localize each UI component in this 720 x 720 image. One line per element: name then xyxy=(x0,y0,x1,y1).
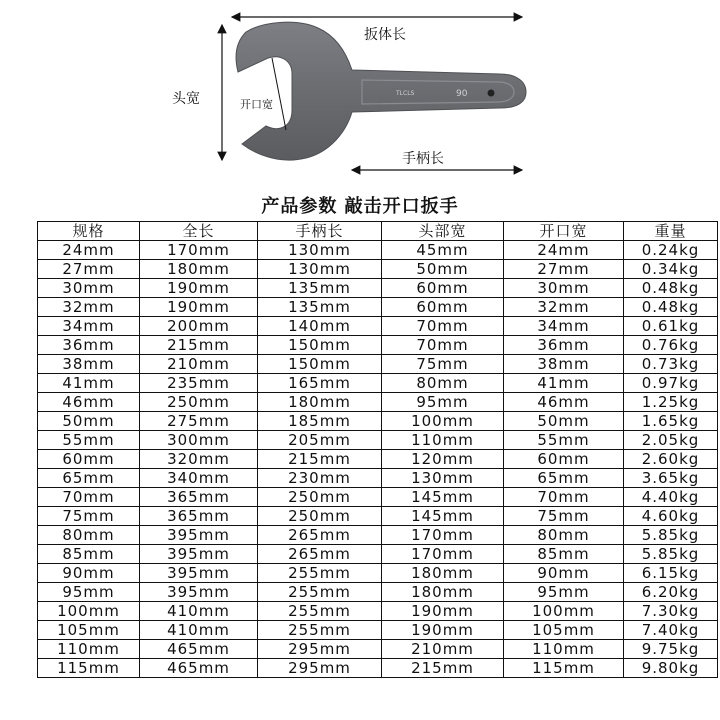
cell-total-length: 300mm xyxy=(140,431,258,450)
table-row xyxy=(38,583,718,602)
label-total-length: 扳体长 xyxy=(364,27,406,43)
opening-width-arrow xyxy=(272,58,286,130)
cell-opening-width: 36mm xyxy=(504,336,624,355)
cell-head-width: 110mm xyxy=(382,431,504,450)
cell-head-width: 95mm xyxy=(382,393,504,412)
cell-handle-length: 185mm xyxy=(258,412,382,431)
cell-handle-length: 150mm xyxy=(258,336,382,355)
wrench-illustration xyxy=(0,0,720,182)
cell-spec: 27mm xyxy=(38,260,140,279)
cell-opening-width: 100mm xyxy=(504,602,624,621)
cell-weight: 0.34kg xyxy=(624,260,718,279)
cell-opening-width: 90mm xyxy=(504,564,624,583)
cell-opening-width: 24mm xyxy=(504,241,624,260)
cell-total-length: 180mm xyxy=(140,260,258,279)
cell-handle-length: 265mm xyxy=(258,545,382,564)
cell-total-length: 235mm xyxy=(140,374,258,393)
cell-head-width: 80mm xyxy=(382,374,504,393)
cell-spec: 50mm xyxy=(38,412,140,431)
size-engraving: 90 xyxy=(456,89,468,99)
cell-weight: 0.48kg xyxy=(624,298,718,317)
cell-total-length: 395mm xyxy=(140,583,258,602)
brand-engraving: TLCLS xyxy=(396,90,415,97)
cell-handle-length: 180mm xyxy=(258,393,382,412)
table-row xyxy=(38,241,718,260)
cell-head-width: 190mm xyxy=(382,621,504,640)
table-row xyxy=(38,469,718,488)
spec-table xyxy=(37,221,718,678)
cell-spec: 38mm xyxy=(38,355,140,374)
cell-handle-length: 135mm xyxy=(258,298,382,317)
cell-total-length: 200mm xyxy=(140,317,258,336)
cell-weight: 3.65kg xyxy=(624,469,718,488)
cell-handle-length: 255mm xyxy=(258,602,382,621)
cell-handle-length: 265mm xyxy=(258,526,382,545)
header-spec: 规格 xyxy=(38,222,140,241)
cell-spec: 46mm xyxy=(38,393,140,412)
cell-spec: 55mm xyxy=(38,431,140,450)
cell-opening-width: 38mm xyxy=(504,355,624,374)
table-row xyxy=(38,260,718,279)
label-handle-length: 手柄长 xyxy=(402,151,444,167)
cell-handle-length: 255mm xyxy=(258,583,382,602)
cell-handle-length: 250mm xyxy=(258,488,382,507)
table-row xyxy=(38,374,718,393)
table-row xyxy=(38,659,718,678)
table-row xyxy=(38,526,718,545)
cell-head-width: 70mm xyxy=(382,336,504,355)
cell-total-length: 410mm xyxy=(140,621,258,640)
cell-handle-length: 250mm xyxy=(258,507,382,526)
cell-weight: 4.60kg xyxy=(624,507,718,526)
cell-opening-width: 41mm xyxy=(504,374,624,393)
cell-head-width: 60mm xyxy=(382,279,504,298)
cell-spec: 24mm xyxy=(38,241,140,260)
cell-opening-width: 115mm xyxy=(504,659,624,678)
cell-head-width: 210mm xyxy=(382,640,504,659)
cell-weight: 0.24kg xyxy=(624,241,718,260)
table-row xyxy=(38,336,718,355)
cell-weight: 1.65kg xyxy=(624,412,718,431)
cell-handle-length: 255mm xyxy=(258,564,382,583)
cell-weight: 0.73kg xyxy=(624,355,718,374)
cell-weight: 5.85kg xyxy=(624,526,718,545)
cell-spec: 105mm xyxy=(38,621,140,640)
cell-total-length: 190mm xyxy=(140,298,258,317)
cell-spec: 100mm xyxy=(38,602,140,621)
cell-weight: 9.75kg xyxy=(624,640,718,659)
cell-head-width: 100mm xyxy=(382,412,504,431)
cell-total-length: 365mm xyxy=(140,488,258,507)
cell-total-length: 340mm xyxy=(140,469,258,488)
cell-handle-length: 205mm xyxy=(258,431,382,450)
cell-weight: 7.30kg xyxy=(624,602,718,621)
hang-hole xyxy=(488,90,495,97)
cell-total-length: 215mm xyxy=(140,336,258,355)
cell-total-length: 170mm xyxy=(140,241,258,260)
cell-weight: 0.61kg xyxy=(624,317,718,336)
cell-total-length: 395mm xyxy=(140,545,258,564)
cell-head-width: 170mm xyxy=(382,545,504,564)
cell-handle-length: 295mm xyxy=(258,640,382,659)
cell-opening-width: 85mm xyxy=(504,545,624,564)
cell-opening-width: 32mm xyxy=(504,298,624,317)
cell-total-length: 210mm xyxy=(140,355,258,374)
cell-opening-width: 34mm xyxy=(504,317,624,336)
cell-head-width: 70mm xyxy=(382,317,504,336)
table-body xyxy=(38,241,718,678)
label-opening-width: 开口宽 xyxy=(240,98,273,111)
table-row xyxy=(38,431,718,450)
header-handle-length: 手柄长 xyxy=(258,222,382,241)
table-row xyxy=(38,279,718,298)
cell-spec: 110mm xyxy=(38,640,140,659)
cell-spec: 95mm xyxy=(38,583,140,602)
cell-total-length: 395mm xyxy=(140,564,258,583)
table-row xyxy=(38,393,718,412)
cell-opening-width: 55mm xyxy=(504,431,624,450)
cell-spec: 30mm xyxy=(38,279,140,298)
cell-spec: 32mm xyxy=(38,298,140,317)
cell-opening-width: 105mm xyxy=(504,621,624,640)
cell-weight: 0.48kg xyxy=(624,279,718,298)
cell-handle-length: 255mm xyxy=(258,621,382,640)
cell-head-width: 180mm xyxy=(382,583,504,602)
table-row xyxy=(38,602,718,621)
cell-spec: 115mm xyxy=(38,659,140,678)
cell-opening-width: 50mm xyxy=(504,412,624,431)
cell-spec: 80mm xyxy=(38,526,140,545)
table-row xyxy=(38,507,718,526)
cell-total-length: 395mm xyxy=(140,526,258,545)
page-title: 产品参数 敲击开口扳手 xyxy=(261,196,459,217)
cell-weight: 1.25kg xyxy=(624,393,718,412)
cell-total-length: 190mm xyxy=(140,279,258,298)
table-row xyxy=(38,298,718,317)
cell-spec: 60mm xyxy=(38,450,140,469)
cell-head-width: 145mm xyxy=(382,488,504,507)
cell-spec: 36mm xyxy=(38,336,140,355)
cell-spec: 75mm xyxy=(38,507,140,526)
cell-weight: 0.76kg xyxy=(624,336,718,355)
cell-head-width: 215mm xyxy=(382,659,504,678)
cell-opening-width: 27mm xyxy=(504,260,624,279)
cell-handle-length: 130mm xyxy=(258,241,382,260)
cell-total-length: 465mm xyxy=(140,640,258,659)
cell-weight: 5.85kg xyxy=(624,545,718,564)
cell-spec: 34mm xyxy=(38,317,140,336)
header-opening-width: 开口宽 xyxy=(504,222,624,241)
cell-handle-length: 215mm xyxy=(258,450,382,469)
cell-opening-width: 46mm xyxy=(504,393,624,412)
cell-total-length: 410mm xyxy=(140,602,258,621)
table-row xyxy=(38,640,718,659)
cell-head-width: 180mm xyxy=(382,564,504,583)
table-row xyxy=(38,621,718,640)
cell-opening-width: 60mm xyxy=(504,450,624,469)
cell-head-width: 120mm xyxy=(382,450,504,469)
cell-handle-length: 295mm xyxy=(258,659,382,678)
cell-head-width: 190mm xyxy=(382,602,504,621)
cell-weight: 6.20kg xyxy=(624,583,718,602)
cell-total-length: 365mm xyxy=(140,507,258,526)
cell-spec: 85mm xyxy=(38,545,140,564)
cell-opening-width: 70mm xyxy=(504,488,624,507)
cell-total-length: 320mm xyxy=(140,450,258,469)
cell-head-width: 170mm xyxy=(382,526,504,545)
cell-weight: 7.40kg xyxy=(624,621,718,640)
cell-head-width: 75mm xyxy=(382,355,504,374)
cell-spec: 70mm xyxy=(38,488,140,507)
table-row xyxy=(38,564,718,583)
table-header-row xyxy=(38,222,718,241)
cell-total-length: 465mm xyxy=(140,659,258,678)
header-total-length: 全长 xyxy=(140,222,258,241)
cell-opening-width: 80mm xyxy=(504,526,624,545)
table-row xyxy=(38,450,718,469)
cell-handle-length: 140mm xyxy=(258,317,382,336)
cell-weight: 6.15kg xyxy=(624,564,718,583)
cell-opening-width: 30mm xyxy=(504,279,624,298)
header-head-width: 头部宽 xyxy=(382,222,504,241)
cell-head-width: 45mm xyxy=(382,241,504,260)
cell-handle-length: 230mm xyxy=(258,469,382,488)
label-head-width: 头宽 xyxy=(172,91,200,107)
table-row xyxy=(38,545,718,564)
cell-opening-width: 65mm xyxy=(504,469,624,488)
cell-weight: 2.05kg xyxy=(624,431,718,450)
cell-weight: 2.60kg xyxy=(624,450,718,469)
table-row xyxy=(38,355,718,374)
cell-weight: 0.97kg xyxy=(624,374,718,393)
cell-handle-length: 135mm xyxy=(258,279,382,298)
cell-head-width: 60mm xyxy=(382,298,504,317)
cell-opening-width: 95mm xyxy=(504,583,624,602)
header-weight: 重量 xyxy=(624,222,718,241)
cell-spec: 65mm xyxy=(38,469,140,488)
cell-weight: 9.80kg xyxy=(624,659,718,678)
cell-spec: 41mm xyxy=(38,374,140,393)
cell-handle-length: 130mm xyxy=(258,260,382,279)
cell-spec: 90mm xyxy=(38,564,140,583)
cell-opening-width: 75mm xyxy=(504,507,624,526)
cell-opening-width: 110mm xyxy=(504,640,624,659)
table-row xyxy=(38,488,718,507)
cell-total-length: 250mm xyxy=(140,393,258,412)
cell-total-length: 275mm xyxy=(140,412,258,431)
table-row xyxy=(38,412,718,431)
cell-handle-length: 165mm xyxy=(258,374,382,393)
cell-head-width: 130mm xyxy=(382,469,504,488)
cell-head-width: 50mm xyxy=(382,260,504,279)
cell-weight: 4.40kg xyxy=(624,488,718,507)
cell-handle-length: 150mm xyxy=(258,355,382,374)
cell-head-width: 145mm xyxy=(382,507,504,526)
wrench-diagram xyxy=(0,0,720,182)
table-row xyxy=(38,317,718,336)
